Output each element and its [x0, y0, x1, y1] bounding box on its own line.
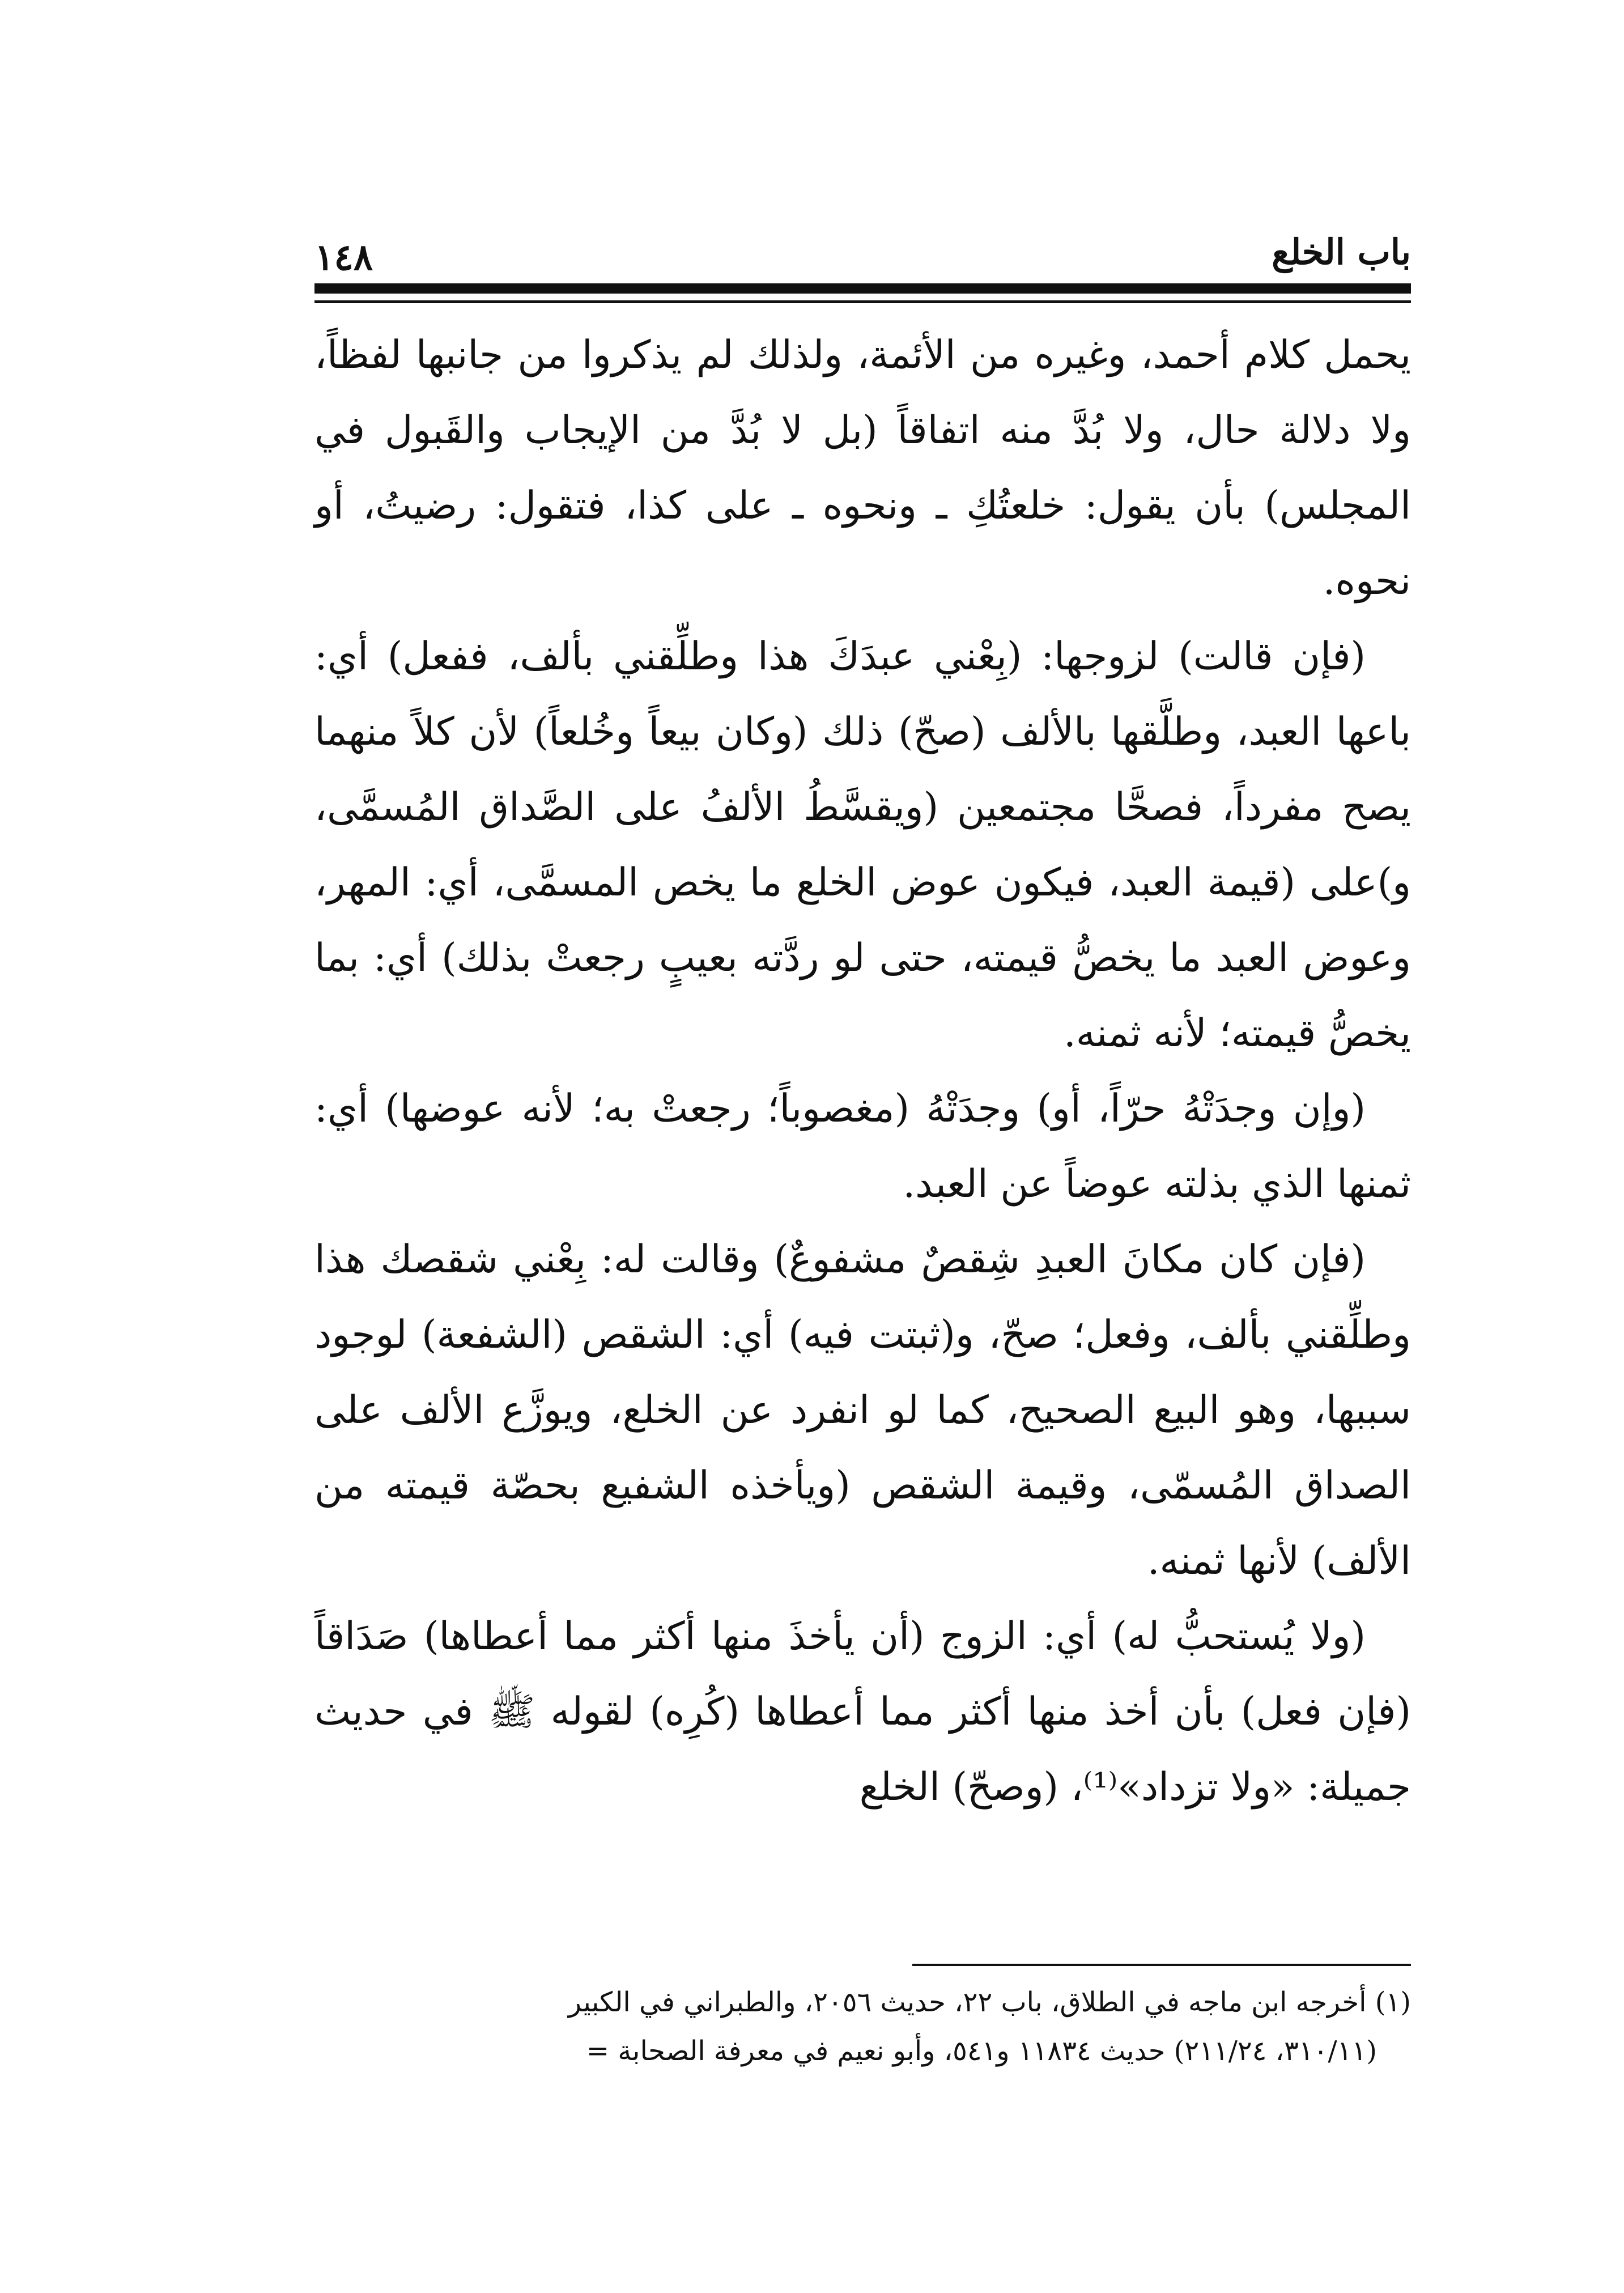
footnote-separator	[912, 1964, 1411, 1966]
chapter-title: باب الخلع	[1272, 231, 1411, 273]
header-rule-thick	[314, 283, 1411, 294]
paragraph: يحمل كلام أحمد، وغيره من الأئمة، ولذلك لم يذكروا من جانبها لفظاً، ولا دلالة حال، ولا بُدَّ منه اتفاقاً (بل لا بُدَّ من الإيجاب والقَبول في المجلس) بأن يقول: خلعتُكِ ـ ونحوه ـ على كذا، فتقول: رضيتُ، أو نحوه.	[314, 333, 1411, 604]
paragraph: (ولا يُستحبُّ له) أي: الزوج (أن يأخذَ منها أكثر مما أعطاها) صَدَاقاً (فإن فعل) بأن أخذ منها أكثر مما أعطاها (كُرِه) لقوله ﷺ في حديث جميلة: «ولا تزداد»⁽¹⁾، (وصحّ) الخلع	[314, 1614, 1411, 1810]
paragraph: (فإن كان مكانَ العبدِ شِقصٌ مشفوعٌ) وقالت له: بِعْني شقصك هذا وطلِّقني بألف، وفعل؛ صحّ، و(ثبتت فيه) أي: الشقص (الشفعة) لوجود سببها، وهو البيع الصحيح، كما لو انفرد عن الخلع، ويوزَّع الألف على الصداق المُسمّى، وقيمة الشقص (ويأخذه الشفيع بحصّة قيمته من الألف) لأنها ثمنه.	[314, 1237, 1411, 1583]
header-rule-thin	[314, 300, 1411, 303]
paragraph: (فإن قالت) لزوجها: (بِعْني عبدَكَ هذا وطلِّقني بألف، ففعل) أي: باعها العبد، وطلَّقها بالألف (صحّ) ذلك (وكان بيعاً وخُلعاً) لأن كلاً منهما يصح مفرداً، فصحَّا مجتمعين (ويقسَّطُ الألفُ على الصَّداق المُسمَّى، و)على (قيمة العبد، فيكون عوض الخلع ما يخص المسمَّى، أي: المهر، وعوض العبد ما يخصُّ قيمته، حتى لو ردَّته بعيبٍ رجعتْ بذلك) أي: بما يخصُّ قيمته؛ لأنه ثمنه.	[314, 634, 1411, 1056]
main-text	[314, 317, 1411, 1825]
page-header	[314, 224, 1411, 281]
paragraph: (وإن وجدَتْهُ حرّاً، أو) وجدَتْهُ (مغصوباً؛ رجعتْ به؛ لأنه عوضها) أي: ثمنها الذي بذلته عوضاً عن العبد.	[314, 1086, 1411, 1207]
page-number: ١٤٨	[314, 236, 373, 279]
footnote-line: (٣١٠/١١، ٢١١/٢٤) حديث ١١٨٣٤ و٥٤١، وأبو نعيم في معرفة الصحابة =	[586, 2035, 1377, 2067]
footnote-line: (١) أخرجه ابن ماجه في الطلاق، باب ٢٢، حديث ٢٠٥٦، والطبراني في الكبير	[568, 1986, 1411, 2018]
footnotes	[314, 1978, 1411, 2075]
